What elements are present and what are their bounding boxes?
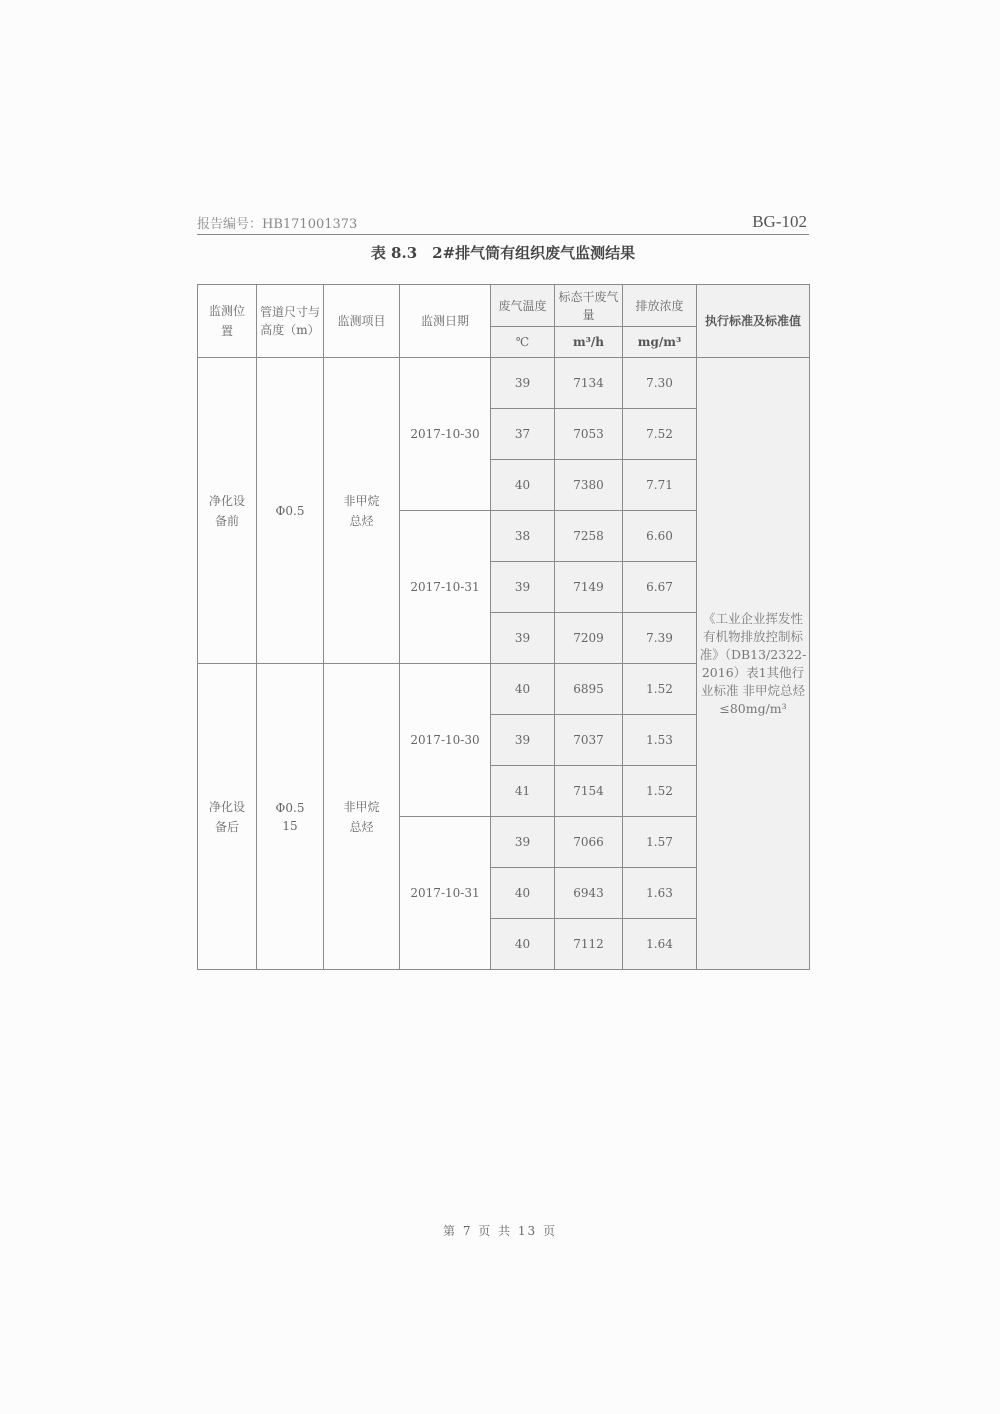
unit-flow: m³/h [555,327,623,358]
location-cell [198,664,257,970]
temp-cell: 39 [491,817,555,868]
location-cell [198,358,257,664]
table-title: 表 8.3 2#排气筒有组织废气监测结果 [370,244,636,262]
header-item: 监测项目 [324,285,400,358]
unit-conc: mg/m³ [623,327,697,358]
temp-cell: 41 [491,766,555,817]
date-cell: 2017-10-31 [400,817,491,970]
temp-cell: 40 [491,919,555,970]
flow-cell: 7380 [555,460,623,511]
flow-cell: 7037 [555,715,623,766]
temp-cell: 40 [491,664,555,715]
header-pipe: 管道尺寸与高度（m） [257,285,324,358]
page-header [197,212,809,235]
pipe-cell: Φ0.5 15 [257,664,324,970]
date-cell: 2017-10-31 [400,511,491,664]
conc-cell: 1.57 [623,817,697,868]
conc-cell: 1.52 [623,664,697,715]
standard-cell: 《工业企业挥发性有机物排放控制标准》（DB13/2322-2016）表1其他行业标准 非甲烷总烃 ≤80mg/m³ [697,358,810,970]
temp-cell: 38 [491,511,555,562]
flow-cell: 7209 [555,613,623,664]
conc-cell: 7.39 [623,613,697,664]
conc-cell: 6.67 [623,562,697,613]
item-text: 非甲烷总烃 [343,493,380,528]
flow-cell: 7066 [555,817,623,868]
conc-cell: 1.64 [623,919,697,970]
item-cell [324,358,400,664]
unit-temp: ℃ [491,327,555,358]
flow-cell: 7134 [555,358,623,409]
temp-cell: 39 [491,613,555,664]
date-cell: 2017-10-30 [400,664,491,817]
temp-cell: 39 [491,715,555,766]
header-date: 监测日期 [400,285,491,358]
flow-cell: 6943 [555,868,623,919]
flow-cell: 7154 [555,766,623,817]
item-cell [324,664,400,970]
monitoring-results-table [197,284,810,970]
temp-cell: 40 [491,868,555,919]
temp-cell: 39 [491,358,555,409]
report-number: 报告编号：HB171001373 [197,217,358,232]
header-standard: 执行标准及标准值 [697,285,810,358]
temp-cell: 40 [491,460,555,511]
flow-cell: 7149 [555,562,623,613]
location-text: 净化设备后 [209,799,246,834]
location-text: 净化设备前 [209,493,246,528]
conc-cell: 7.30 [623,358,697,409]
conc-cell: 1.53 [623,715,697,766]
temp-cell: 39 [491,562,555,613]
conc-cell: 7.52 [623,409,697,460]
header-temp: 废气温度 [491,285,555,327]
header-flow: 标态干废气量 [555,285,623,327]
flow-cell: 7258 [555,511,623,562]
conc-cell: 7.71 [623,460,697,511]
date-cell: 2017-10-30 [400,358,491,511]
table-row [198,358,810,409]
conc-cell: 1.63 [623,868,697,919]
conc-cell: 1.52 [623,766,697,817]
header-conc: 排放浓度 [623,285,697,327]
temp-cell: 37 [491,409,555,460]
header-location: 监测位置 [198,285,257,358]
flow-cell: 7112 [555,919,623,970]
pipe-cell: Φ0.5 [257,358,324,664]
page-footer: 第 7 页 共 13 页 [443,1224,557,1238]
conc-cell: 6.60 [623,511,697,562]
document-code: BG-102 [752,212,807,231]
item-text: 非甲烷总烃 [343,799,380,834]
flow-cell: 7053 [555,409,623,460]
flow-cell: 6895 [555,664,623,715]
